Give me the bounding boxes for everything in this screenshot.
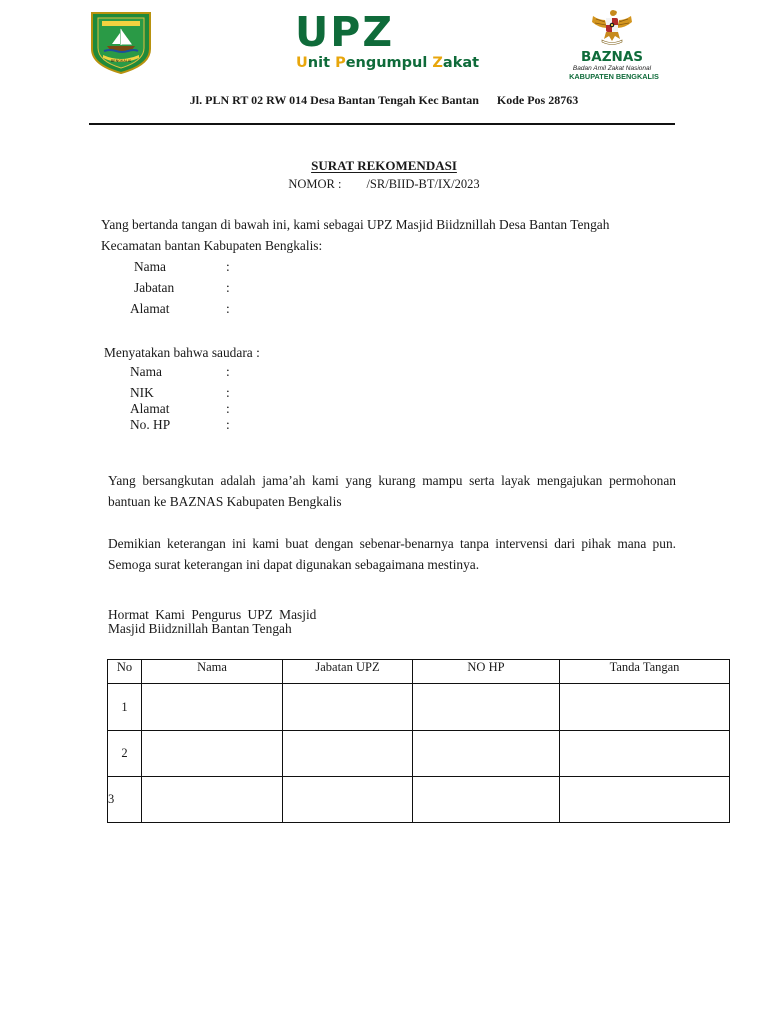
table-row <box>108 731 730 777</box>
position-cell[interactable] <box>283 731 413 777</box>
signer-position-label: Jabatan <box>134 280 175 295</box>
column-header-position: Jabatan UPZ <box>283 660 413 684</box>
baznas-logo <box>552 6 682 80</box>
column-header-no: No <box>108 660 142 684</box>
crest-text: BENGKALIS <box>110 59 132 63</box>
header-divider <box>89 123 675 125</box>
subject-name-label: Nama <box>130 364 162 379</box>
subject-nik-label: NIK <box>130 385 154 400</box>
table-row <box>108 684 730 731</box>
intro-line-2: Kecamatan bantan Kabupaten Bengkalis: <box>101 238 323 253</box>
signature-cell[interactable] <box>560 731 730 777</box>
name-cell[interactable] <box>142 684 283 731</box>
position-cell[interactable] <box>283 777 413 823</box>
baznas-name: BAZNAS <box>581 49 643 65</box>
garuda-emblem-icon <box>589 6 635 48</box>
column-header-signature: Tanda Tangan <box>560 660 730 684</box>
phone-cell[interactable] <box>413 777 560 823</box>
statement-label: Menyatakan bahwa saudara : <box>104 345 260 360</box>
baznas-region: KABUPATEN BENGKALIS <box>569 72 659 81</box>
subject-phone-colon: : <box>226 417 230 432</box>
subject-address-label: Alamat <box>130 401 170 416</box>
intro-paragraph <box>101 214 691 256</box>
phone-cell[interactable] <box>413 684 560 731</box>
name-cell[interactable] <box>142 731 283 777</box>
document-number: NOMOR : /SR/BIID-BT/IX/2023 <box>288 177 480 191</box>
column-header-name: Nama <box>142 660 283 684</box>
subject-address-colon: : <box>226 401 230 416</box>
document-title-text: SURAT REKOMENDASI <box>311 158 457 173</box>
table-header-row <box>108 660 730 684</box>
baznas-subtitle: Badan Amil Zakat Nasional <box>572 65 652 72</box>
column-header-phone: NO HP <box>413 660 560 684</box>
signer-address-colon: : <box>226 301 230 316</box>
eligibility-paragraph: Yang bersangkutan adalah jama’ah kami yang kurang mampu serta layak mengajukan permohonan bantuan ke BAZNAS Kabupaten Bengkalis <box>108 473 676 509</box>
intro-line-1: Yang bertanda tangan di bawah ini, kami sebagai UPZ Masjid Biidznillah Desa Bantan Tengah <box>101 217 610 232</box>
closing-paragraph: Demikian keterangan ini kami buat dengan sebenar-benarnya tanpa intervensi dari pihak mana pun. Semoga surat keterangan ini dapat digunakan sebagaimana mestinya. <box>108 536 676 572</box>
signature-cell[interactable] <box>560 777 730 823</box>
upz-title: UPZ <box>295 8 395 56</box>
regards-line: Hormat Kami Pengurus UPZ Masjid <box>108 607 317 622</box>
document-title <box>0 158 768 174</box>
upz-logo <box>290 8 490 76</box>
signer-name-label: Nama <box>134 259 166 274</box>
address-line: Jl. PLN RT 02 RW 014 Desa Bantan Tengah Kec Bantan Kode Pos 28763 <box>189 93 579 107</box>
signer-name-colon: : <box>226 259 230 274</box>
row-number: 2 <box>108 731 142 777</box>
signature-table <box>107 659 730 823</box>
regency-crest-icon <box>90 11 152 75</box>
subject-nik-colon: : <box>226 385 230 400</box>
table-row <box>108 777 730 823</box>
name-cell[interactable] <box>142 777 283 823</box>
signer-position-colon: : <box>226 280 230 295</box>
row-number: 3 <box>108 777 142 823</box>
subject-name-colon: : <box>226 364 230 379</box>
subject-phone-label: No. HP <box>130 417 171 432</box>
signature-cell[interactable] <box>560 684 730 731</box>
position-cell[interactable] <box>283 684 413 731</box>
row-number: 1 <box>108 684 142 731</box>
organization-line: Masjid Biidznillah Bantan Tengah <box>108 621 292 636</box>
signer-address-label: Alamat <box>130 301 170 316</box>
upz-subtitle: Unit Pengumpul Zakat <box>296 55 480 71</box>
phone-cell[interactable] <box>413 731 560 777</box>
